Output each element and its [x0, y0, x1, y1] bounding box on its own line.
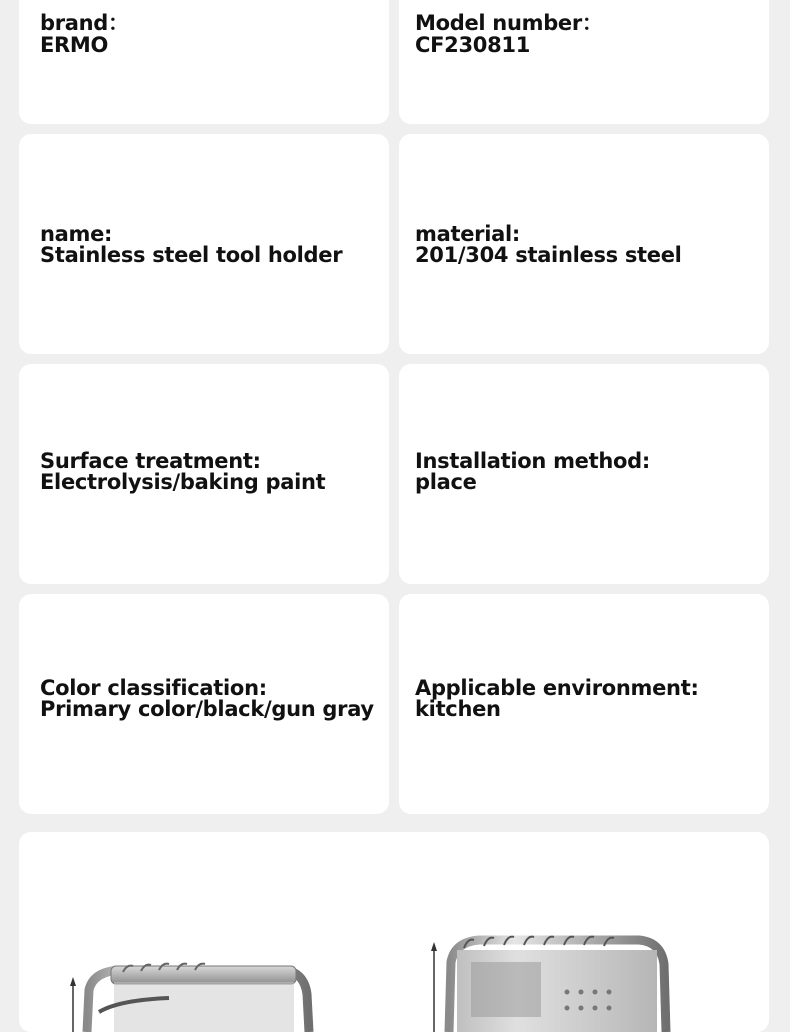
spec-value: ERMO: [40, 33, 109, 57]
spec-value: Electrolysis/baking paint: [40, 470, 326, 494]
spec-value: kitchen: [415, 697, 501, 721]
stainless-steel-knife-holder-illustration-icon: [19, 832, 769, 1032]
spec-value: place: [415, 470, 477, 494]
spec-label: Installation method:: [415, 449, 650, 473]
spec-label: Applicable environment:: [415, 676, 699, 700]
spec-value: 201/304 stainless steel: [415, 243, 682, 267]
spec-card-applicable-environment: [399, 594, 769, 814]
spec-value: Stainless steel tool holder: [40, 243, 343, 267]
spec-value: Primary color/black/gun gray: [40, 697, 374, 721]
spec-card-model-number: [399, 0, 769, 124]
spec-label: brand：: [40, 11, 129, 35]
spec-label: Model number：: [415, 11, 603, 35]
spec-card-name: [19, 134, 389, 354]
spec-label: name:: [40, 222, 113, 246]
spec-label: Surface treatment:: [40, 449, 261, 473]
spec-card-installation-method: [399, 364, 769, 584]
product-photo-card: [19, 832, 769, 1032]
spec-card-color-classification: [19, 594, 389, 814]
spec-label: Color classification:: [40, 676, 267, 700]
spec-card-surface-treatment: [19, 364, 389, 584]
spec-label: material:: [415, 222, 520, 246]
spec-card-material: [399, 134, 769, 354]
spec-card-brand: [19, 0, 389, 124]
spec-value: CF230811: [415, 33, 531, 57]
